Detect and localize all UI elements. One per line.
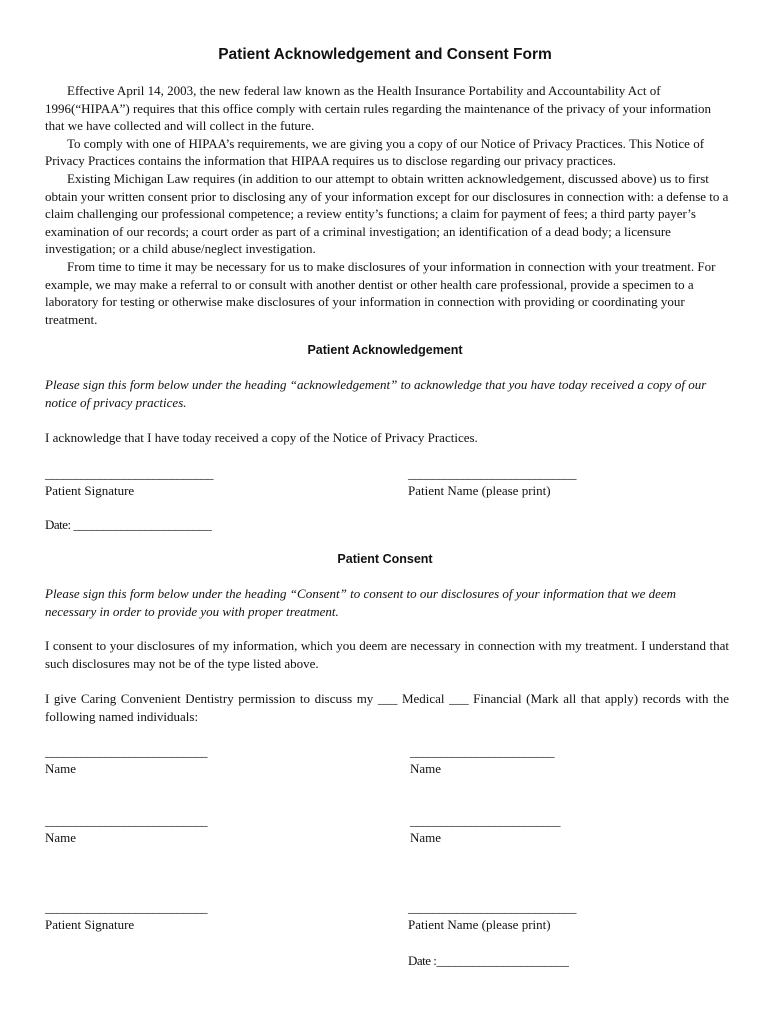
intro-paragraph: Effective April 14, 2003, the new federal law known as the Health Insurance Portability and Accountability Act of 1996(“HIPAA”) requires that this office comply with certain rules regarding the maintenance of the privacy of your information that we have collected and will collect in the future.	[45, 83, 712, 134]
intro-paragraph: Existing Michigan Law requires (in addition to our attempt to obtain written acknowledgement, discussed above) us to first obtain your written consent prior to disclosing any of your information except for our disclosures in connection with: a defense to a claim challenging our professional competence; a review entity’s functions; a claim for payment of fees; a third party payer’s examination of our records; a court order as part of a criminal investigation; an identification of a dead body; a licensure investigation; or a child abuse/neglect investigation.	[45, 170, 729, 257]
consent-signature-label: Patient Signature	[45, 917, 135, 932]
consent-name-line[interactable]: ____________________________	[408, 900, 576, 915]
consent-statement: I consent to your disclosures of my information, which you deem are necessary in connection with my treatment. I understand that such disclosures may not be of the type listed above.	[45, 638, 729, 671]
consent-name-line-4[interactable]: _________________________	[410, 813, 560, 828]
consent-date-field[interactable]: Date :______________________	[408, 953, 569, 968]
ack-signature-label: Patient Signature	[45, 483, 135, 498]
consent-name-line-3[interactable]: ___________________________	[45, 813, 207, 828]
consent-name-label-3: Name	[45, 830, 77, 845]
consent-heading: Patient Consent	[337, 552, 433, 566]
ack-date-field[interactable]: Date: _______________________	[45, 517, 212, 532]
acknowledgement-heading: Patient Acknowledgement	[307, 343, 463, 357]
ack-name-line[interactable]: ____________________________	[408, 466, 576, 481]
consent-instruction: Please sign this form below under the heading “Consent” to consent to our disclosures of your information that we deem necessary in order to provide you with proper treatment.	[45, 586, 677, 619]
consent-name-label: Patient Name (please print)	[408, 917, 551, 932]
consent-name-label-1: Name	[45, 761, 77, 776]
intro-paragraph: To comply with one of HIPAA’s requirements, we are giving you a copy of our Notice of Privacy Practices. This Notice of Privacy Practices contains the information that HIPAA requires us to disclose regarding our privacy practices.	[45, 135, 705, 169]
consent-name-line-1[interactable]: ___________________________	[45, 744, 207, 759]
consent-signature-line[interactable]: ___________________________	[45, 900, 207, 915]
acknowledgement-statement: I acknowledge that I have today received a copy of the Notice of Privacy Practices.	[45, 430, 478, 445]
form-title: Patient Acknowledgement and Consent Form	[218, 46, 552, 63]
consent-name-label-2: Name	[410, 761, 442, 776]
intro-text	[45, 82, 729, 328]
consent-permission: I give Caring Convenient Dentistry permission to discuss my ___ Medical ___ Financial (Mark all that apply) records with the following named individuals:	[45, 691, 729, 724]
ack-name-label: Patient Name (please print)	[408, 483, 551, 498]
intro-paragraph: From time to time it may be necessary for us to make disclosures of your information in connection with your treatment. For example, we may make a referral to or consult with another dentist or other health care professional, provide a specimen to a laboratory for testing or otherwise make disclosures of your information in connection with providing or coordinating your treatment.	[45, 258, 716, 327]
consent-name-label-4: Name	[410, 830, 442, 845]
acknowledgement-instruction: Please sign this form below under the heading “acknowledgement” to acknowledge that you have today received a copy of our notice of privacy practices.	[45, 377, 707, 410]
ack-signature-line[interactable]: ____________________________	[45, 466, 213, 481]
consent-name-line-2[interactable]: ________________________	[410, 744, 554, 759]
